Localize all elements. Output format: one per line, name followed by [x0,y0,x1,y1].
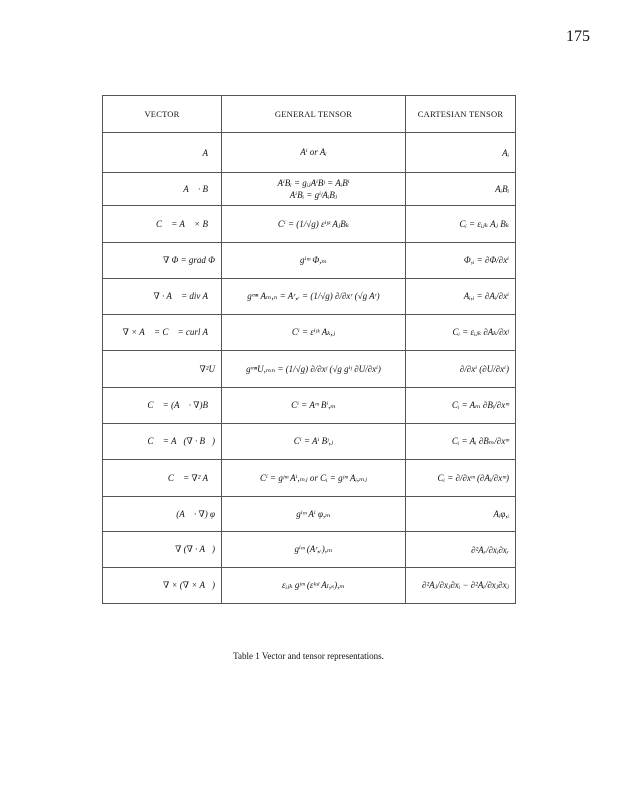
vector-cell: C⃗ = ∇² A⃗ [103,460,222,497]
table-row [103,497,516,532]
cartesian-tensor-cell: Φ,ᵢ = ∂Φ/∂xⁱ [406,243,516,279]
vector-cell: A⃗ [103,133,222,173]
general-tensor-cell: gⁱᵐ (Aʳ,ᵣ),ₘ [222,532,406,568]
vector-cell: (A⃗ · ∇) φ [103,497,222,532]
table-row [103,133,516,173]
general-tensor-cell: gᵐⁿU,ₘₙ = (1/√g) ∂/∂xʲ (√g gⁱʲ ∂U/∂xⁱ) [222,351,406,388]
general-tensor-line-2: AⁱBᵢ = gⁱʲAᵢBⱼ [289,190,338,200]
header-vector: VECTOR [103,96,222,133]
cartesian-tensor-cell: AᵢBᵢ [406,173,516,206]
table-row [103,351,516,388]
general-tensor-cell: gᵐⁿ Aₘ,ₙ = Aʳ,ᵣ = (1/√g) ∂/∂xʳ (√g Aʳ) [222,279,406,315]
vector-tensor-table [102,95,516,604]
header-general-tensor: GENERAL TENSOR [222,96,406,133]
cartesian-tensor-cell: Cᵢ = ∂/∂xᵐ (∂Aᵢ/∂xᵐ) [406,460,516,497]
header-cartesian-tensor: CARTESIAN TENSOR [406,96,516,133]
cartesian-tensor-cell: Cᵢ = Aₘ ∂Bᵢ/∂xᵐ [406,388,516,424]
general-tensor-cell: gⁱᵐ Aⁱ φ,ₘ [222,497,406,532]
general-tensor-cell: εᵢⱼₖ gʲᵐ (εᵏˢˡ Aₗ,ₛ),ₘ [222,568,406,604]
general-tensor-cell: Aⁱ or Aᵢ [222,133,406,173]
vector-cell: ∇ × (∇ × A⃗) [103,568,222,604]
cartesian-tensor-cell: ∂/∂xⁱ (∂U/∂xⁱ) [406,351,516,388]
vector-cell: ∇ × A⃗ = C⃗ = curl A⃗ [103,315,222,351]
table-row [103,460,516,497]
page-number: 175 [566,28,590,45]
cartesian-tensor-cell: ∂²Aᵣ/∂xᵢ∂xᵣ [406,532,516,568]
vector-cell: ∇ (∇ · A⃗) [103,532,222,568]
cartesian-tensor-cell: Aᵢφ,ᵢ [406,497,516,532]
general-tensor-cell: Cⁱ = εⁱʲᵏ Aₖ,ⱼ [222,315,406,351]
vector-cell: C⃗ = (A⃗ · ∇)B⃗ [103,388,222,424]
cartesian-tensor-cell: Aᵢ,ᵢ = ∂Aᵢ/∂xⁱ [406,279,516,315]
general-tensor-line-1: AⁱBᵢ = gᵢⱼAⁱBʲ = AᵢBⁱ [277,178,350,188]
general-tensor-cell: Cⁱ = gʲᵐ Aⁱ,ₘⱼ or Cᵢ = gʲᵐ Aᵢ,ₘⱼ [222,460,406,497]
cartesian-tensor-cell: Cᵢ = εᵢⱼₖ ∂Aₖ/∂xʲ [406,315,516,351]
table-row [103,532,516,568]
table-row [103,424,516,460]
vector-cell: ∇ Φ = grad Φ [103,243,222,279]
vector-cell: C⃗ = A⃗(∇ · B⃗) [103,424,222,460]
table-row [103,243,516,279]
table-row [103,279,516,315]
table-row [103,315,516,351]
table-row [103,388,516,424]
cartesian-tensor-cell: Cᵢ = εᵢⱼₖ Aⱼ Bₖ [406,206,516,243]
cartesian-tensor-cell: Cᵢ = Aᵢ ∂Bₘ/∂xᵐ [406,424,516,460]
table-row [103,206,516,243]
vector-cell: ∇ · A⃗ = div A⃗ [103,279,222,315]
table-row [103,568,516,604]
table-row [103,173,516,206]
general-tensor-cell: Cⁱ = Aⁱ Bʲ,ⱼ [222,424,406,460]
general-tensor-cell: Cⁱ = Aᵐ Bⁱ,ₘ [222,388,406,424]
general-tensor-cell: Cⁱ = (1/√g) εⁱʲᵏ AⱼBₖ [222,206,406,243]
general-tensor-cell [222,173,406,206]
table-caption: Table 1 Vector and tensor representations. [233,651,384,661]
table-header-row [103,96,516,133]
vector-cell: C⃗ = A⃗ × B⃗ [103,206,222,243]
vector-cell: A⃗ · B⃗ [103,173,222,206]
cartesian-tensor-cell: Aᵢ [406,133,516,173]
general-tensor-cell: gⁱᵐ Φ,ₘ [222,243,406,279]
vector-cell: ∇²U [103,351,222,388]
cartesian-tensor-cell: ∂²Aⱼ/∂xⱼ∂xᵢ − ∂²Aᵢ/∂xⱼ∂xⱼ [406,568,516,604]
